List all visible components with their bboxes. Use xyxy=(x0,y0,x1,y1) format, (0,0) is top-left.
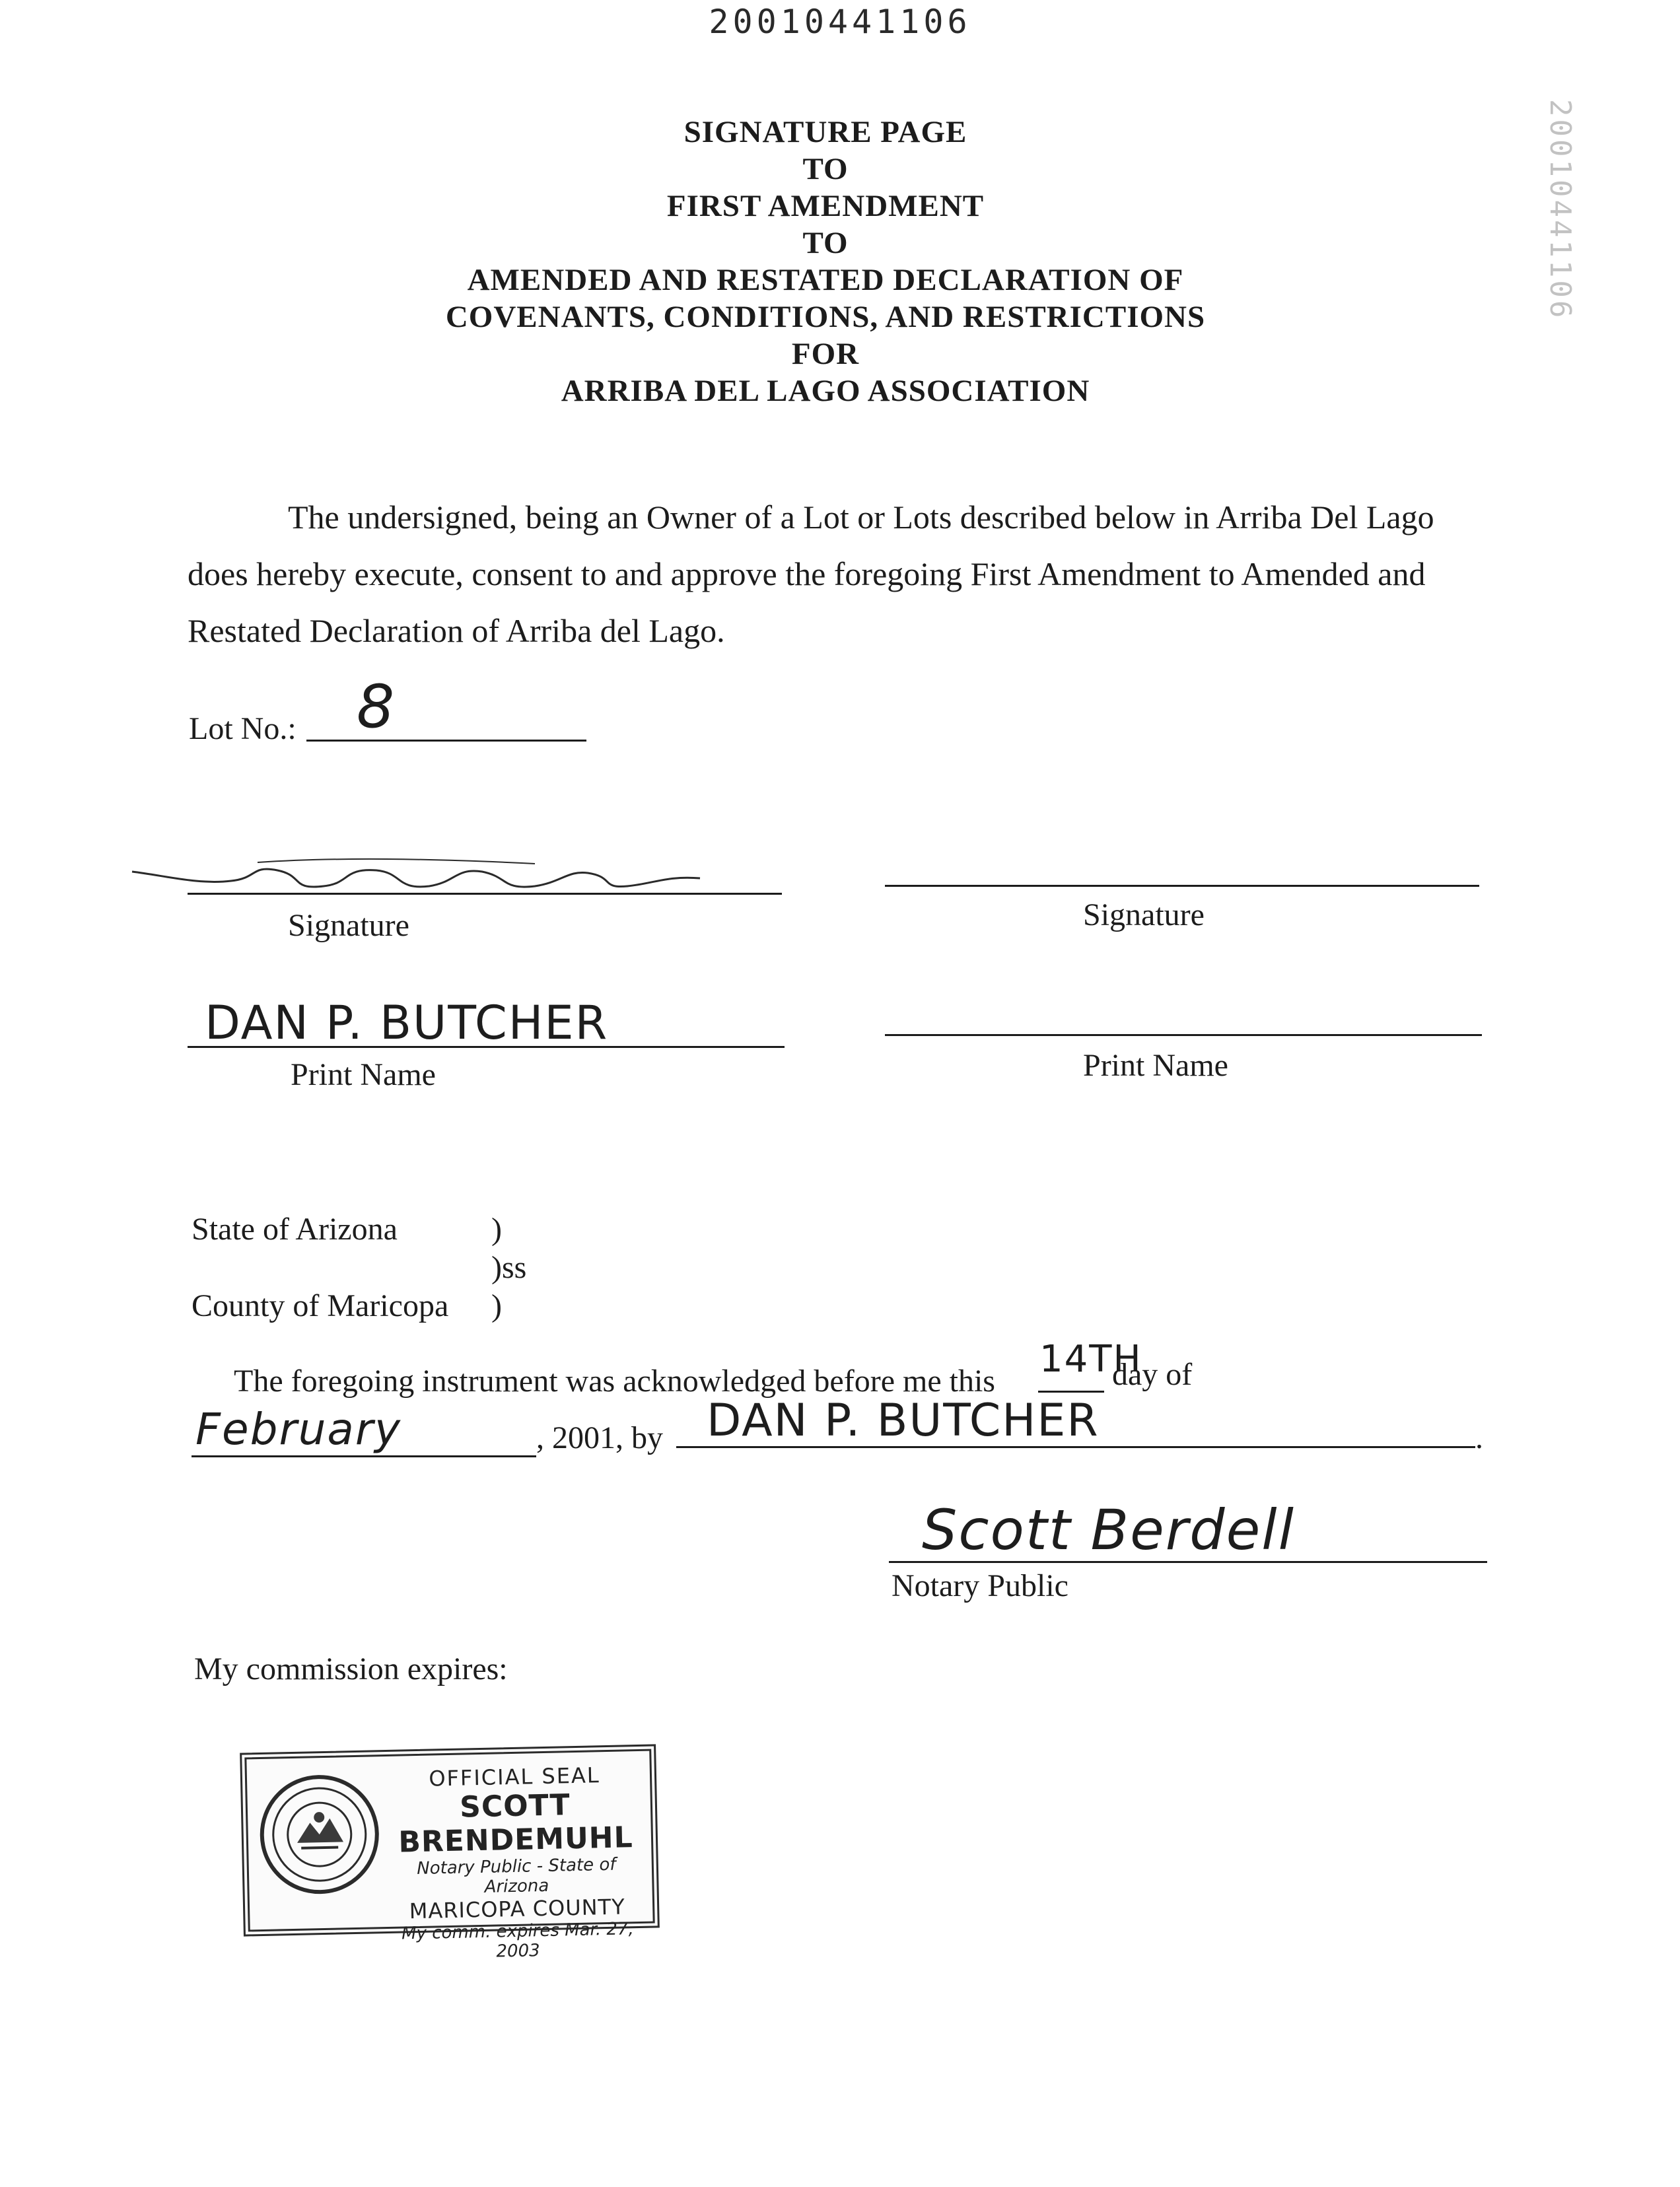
ack-text-after-day: day of xyxy=(1112,1357,1193,1392)
consent-paragraph xyxy=(188,489,1442,659)
day-line xyxy=(1038,1391,1104,1393)
lot-value: 8 xyxy=(357,672,396,742)
commission-expires-label: My commission expires: xyxy=(194,1651,508,1686)
venue-state: State of Arizona xyxy=(192,1212,398,1247)
heading-line: COVENANTS, CONDITIONS, AND RESTRICTIONS xyxy=(445,300,1206,334)
print-name-label-left: Print Name xyxy=(291,1057,436,1092)
heading-line: AMENDED AND RESTATED DECLARATION OF xyxy=(467,263,1184,297)
signature-line-right xyxy=(885,885,1479,887)
print-name-value-left: DAN P. BUTCHER xyxy=(205,996,609,1050)
arizona-seal-emblem-icon xyxy=(259,1774,380,1895)
document-heading xyxy=(264,114,1387,409)
ack-name-line xyxy=(676,1446,1475,1448)
signature-line-left xyxy=(188,893,782,895)
print-name-line-left xyxy=(188,1046,785,1048)
recording-number: 20010441106 xyxy=(709,3,971,41)
signature-label-left: Signature xyxy=(288,908,409,943)
lot-line xyxy=(306,740,586,742)
venue-county: County of Maricopa xyxy=(192,1288,449,1323)
ack-name-value: DAN P. BUTCHER xyxy=(707,1395,1100,1447)
ack-end-period: . xyxy=(1475,1420,1483,1455)
heading-line: ARRIBA DEL LAGO ASSOCIATION xyxy=(561,374,1090,408)
side-recording-stamp: 20010441106 xyxy=(1543,99,1577,321)
ack-text-before-day: The foregoing instrument was acknowledged before me this xyxy=(234,1364,995,1399)
print-name-line-right xyxy=(885,1034,1482,1036)
seal-line: MARICOPA COUNTY xyxy=(409,1894,626,1924)
seal-line: Notary Public - State of Arizona xyxy=(416,1854,616,1897)
heading-line: TO xyxy=(802,226,849,260)
ack-day-value: 14TH xyxy=(1039,1338,1142,1381)
ack-year-text: , 2001, by xyxy=(536,1420,663,1455)
venue-paren-top: ) xyxy=(491,1212,502,1247)
heading-line: TO xyxy=(802,152,849,186)
lot-label: Lot No.: xyxy=(189,711,297,746)
ack-month-value: February xyxy=(195,1404,402,1455)
seal-line: My comm. expires Mar. 27, 2003 xyxy=(401,1919,634,1962)
heading-line: SIGNATURE PAGE xyxy=(683,115,967,149)
notary-signature-line xyxy=(889,1561,1487,1563)
seal-text-block xyxy=(386,1762,647,1964)
heading-line: FIRST AMENDMENT xyxy=(666,189,985,223)
consent-text: The undersigned, being an Owner of a Lot or Lots described below in Arriba Del Lago does hereby execute, consent to and approve the foregoing First Amendment to Amended and Restated Declaration of Arriba del Lago. xyxy=(188,499,1434,649)
heading-line: FOR xyxy=(791,337,860,371)
seal-line: OFFICIAL SEAL xyxy=(428,1762,601,1791)
venue-ss: )ss xyxy=(491,1250,527,1285)
seal-line: SCOTT BRENDEMUHL xyxy=(398,1788,634,1859)
owner-signature-scribble xyxy=(125,852,759,905)
print-name-label-right: Print Name xyxy=(1083,1048,1228,1083)
notary-seal-stamp xyxy=(240,1744,660,1962)
month-line xyxy=(192,1455,536,1457)
notary-public-label: Notary Public xyxy=(892,1568,1068,1603)
notary-signature: Scott Berdell xyxy=(922,1498,1295,1562)
venue-paren-bottom: ) xyxy=(491,1288,502,1323)
signature-label-right: Signature xyxy=(1083,897,1205,932)
